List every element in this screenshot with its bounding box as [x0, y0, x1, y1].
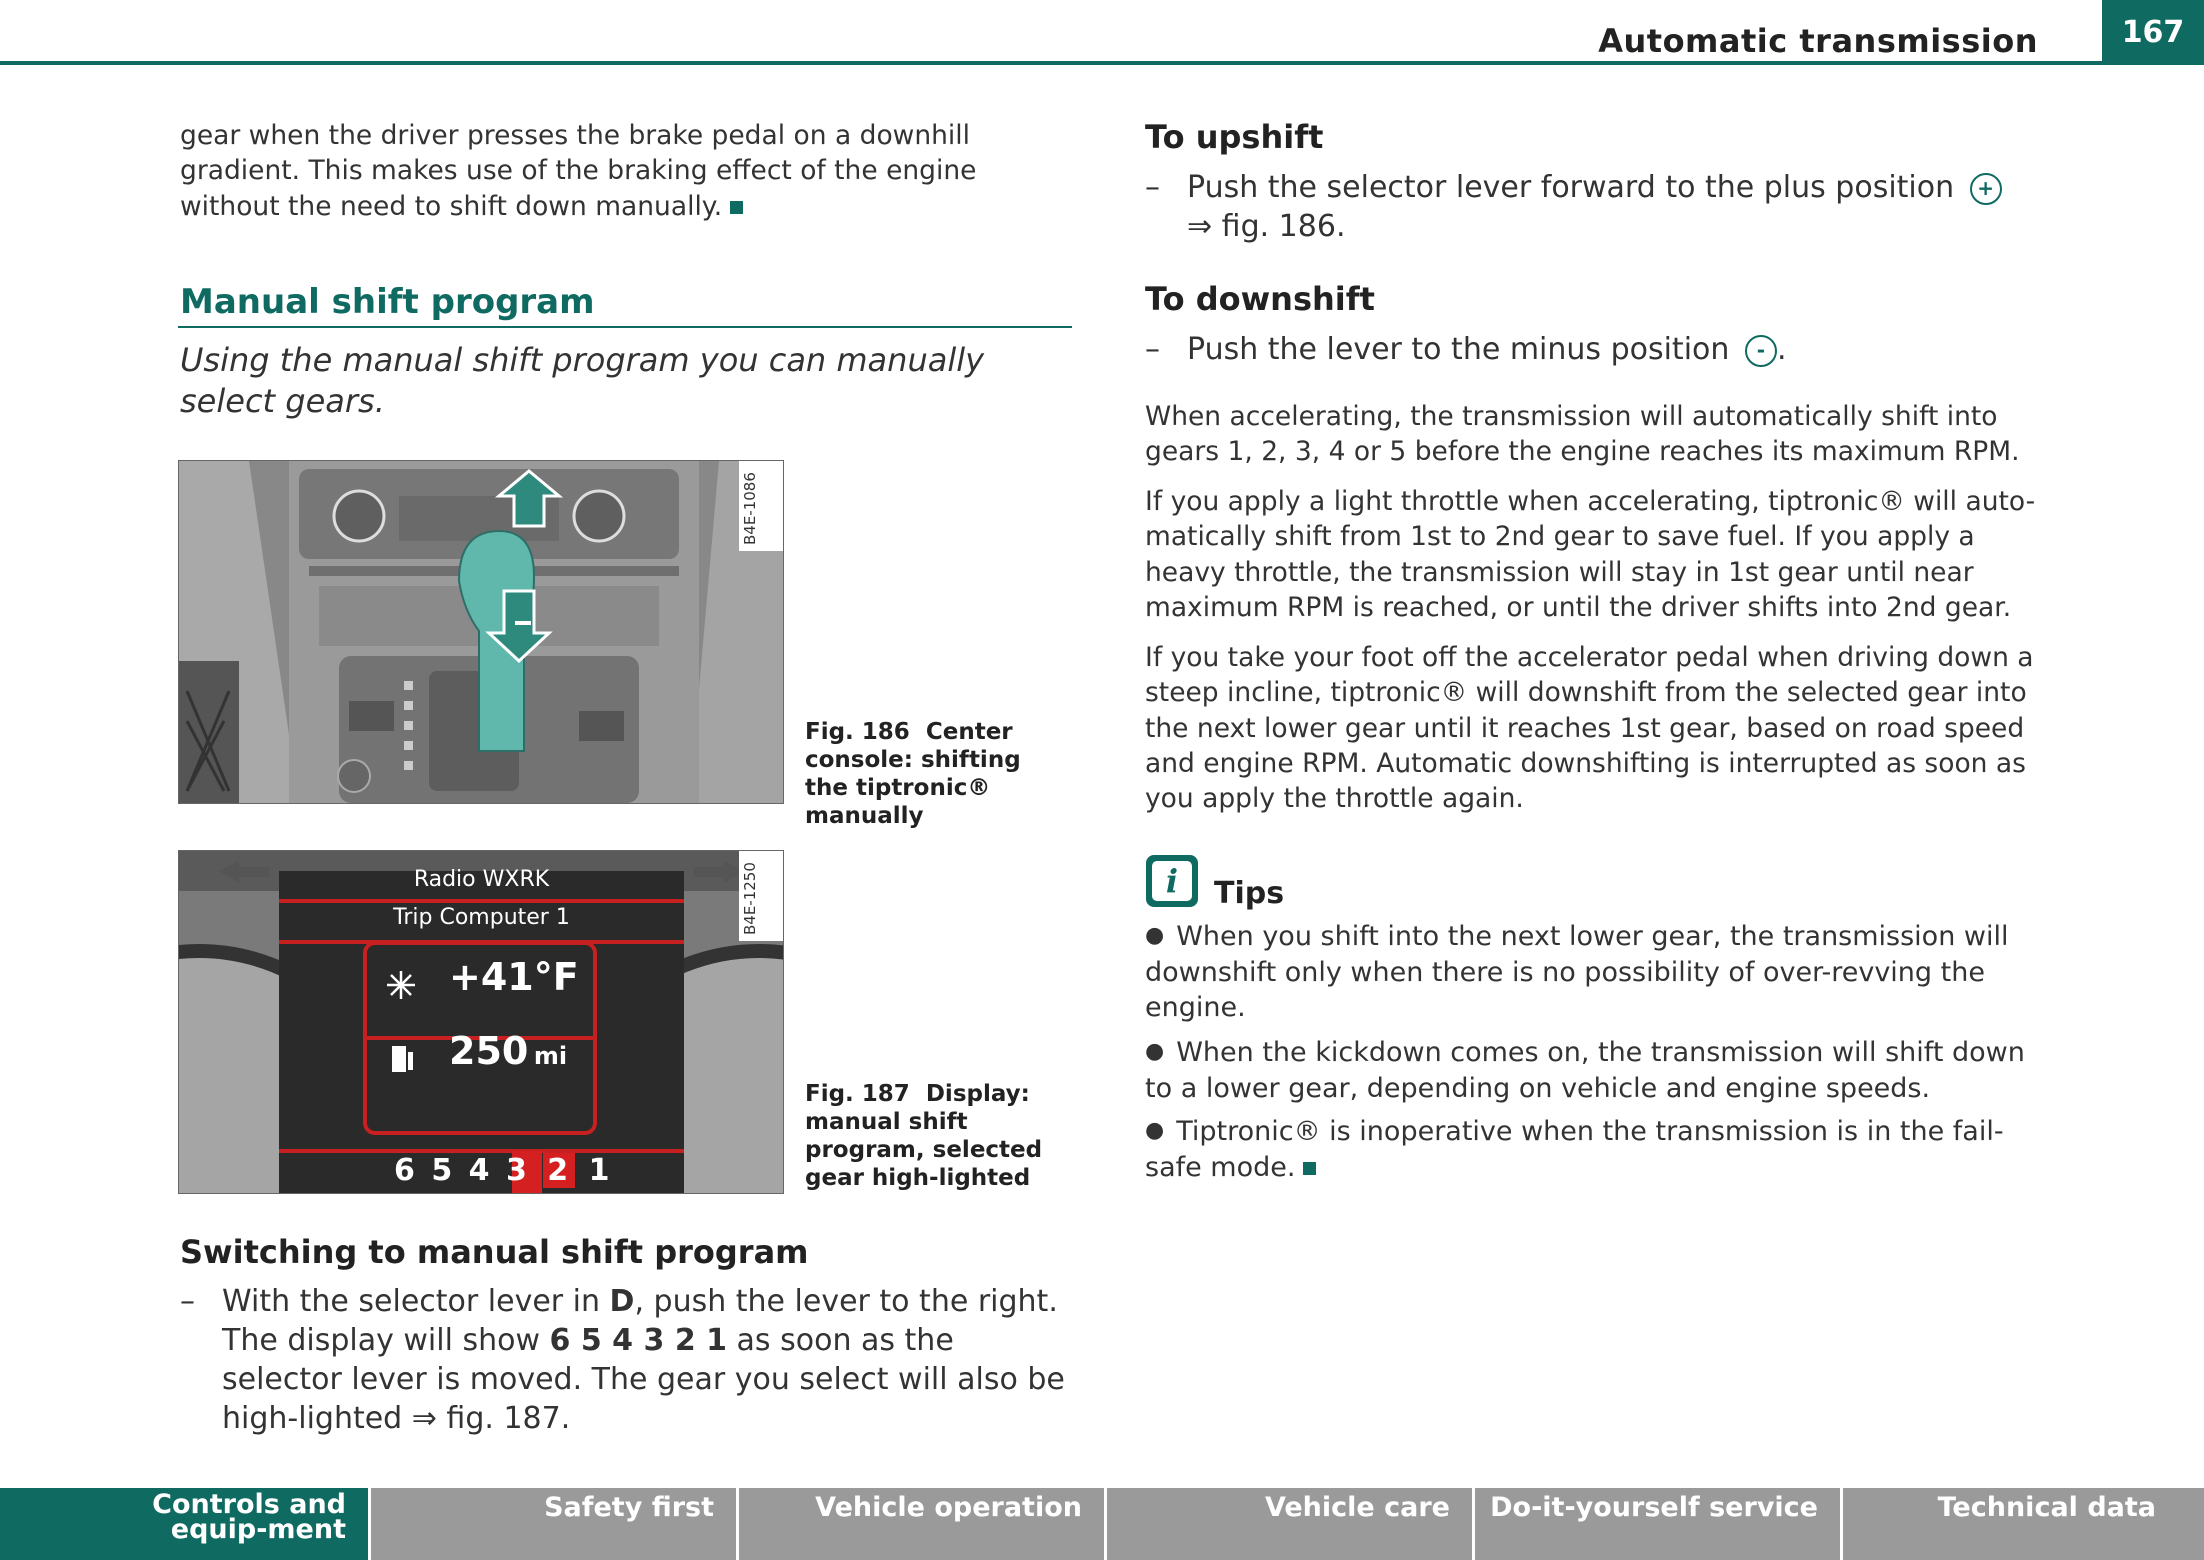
step-bold-1: D [609, 1284, 635, 1319]
upshift-title: To upshift [1145, 118, 1324, 156]
paragraph-accelerating: When accelerating, the transmission will automatically shift into gears 1, 2, 3, 4 or 5 before the engine reaches its maximum RPM. [1145, 401, 2020, 468]
intro-paragraph [180, 118, 1080, 224]
minus-symbol-icon: - [1745, 335, 1777, 367]
tip-item: ● Tiptronic® is inoperative when the transmission is in the fail-safe mode. [1145, 1116, 2004, 1183]
figure-187-caption-text: Display: manual shift program, selected gear high-lighted [805, 1081, 1043, 1191]
switching-step [180, 1282, 1082, 1438]
gear-selected: 2 [543, 1153, 575, 1188]
tip-item: ● When the kickdown comes on, the transmission will shift down to a lower gear, depending on vehicle and engine speeds. [1145, 1037, 2025, 1104]
footer-tab-safety[interactable]: Safety first [371, 1488, 736, 1560]
downshift-title: To downshift [1145, 280, 1375, 318]
display-range [449, 1029, 567, 1073]
figure-186-caption-text: Center console: shifting the tiptronic® manually [805, 719, 1021, 829]
section-rule [178, 326, 1072, 328]
footer-tab-vehicle-operation[interactable]: Vehicle operation [739, 1488, 1104, 1560]
page-number: 167 [2102, 0, 2204, 65]
figure-186-caption-number: Fig. 186 [805, 719, 910, 745]
upshift-text: Push the selector lever forward to the plus position [1187, 170, 1955, 205]
figure-186-code: B4E-1086 [741, 472, 759, 546]
tip-text: Tiptronic® is inoperative when the transmission is in the fail-safe mode. [1145, 1116, 2004, 1183]
figure-187 [178, 850, 784, 1194]
gear-numbers: 6 5 4 3 [394, 1153, 530, 1188]
downshift-text: Push the lever to the minus position [1187, 332, 1730, 367]
figure-187-caption [805, 1080, 1075, 1192]
tip-text: When the kickdown comes on, the transmission will shift down to a lower gear, depending on vehicle and engine speeds. [1145, 1037, 2025, 1104]
display-radio-label: Radio WXRK [413, 867, 550, 892]
plus-symbol-icon: + [1970, 173, 2002, 205]
end-marker [730, 201, 743, 214]
tip-text: When you shift into the next lower gear, the transmission will downshift only when there is no possibility of over-revving the engine. [1145, 921, 2009, 1023]
section-title: Manual shift program [180, 282, 595, 322]
footer-tab-technical-data[interactable]: Technical data [1843, 1488, 2204, 1560]
switching-title: Switching to manual shift program [180, 1233, 809, 1271]
downshift-step: – Push the lever to the minus position - . [1145, 332, 1787, 367]
instrument-cluster-illustration [179, 851, 783, 1193]
center-console-illustration [179, 461, 783, 803]
step-bold-2: 6 5 4 3 2 1 [549, 1323, 728, 1358]
upshift-step: – Push the selector lever forward to the plus position + ⇒ fig. 186. [1187, 168, 2067, 246]
paragraph-light-throttle: If you apply a light throttle when accelerating, tiptronic® will auto-matically shift from 1st to 2nd gear to save fuel. If you apply a heavy throttle, the transmission will stay in 1st gear until near maximum RPM is reached, or until the driver shifts into 2nd gear. [1145, 486, 2036, 623]
footer-navigation [0, 1488, 2204, 1560]
figure-186-caption [805, 718, 1065, 830]
section-lead: Using the manual shift program you can manually select gears. [180, 341, 985, 420]
upshift-reference: ⇒ fig. 186. [1187, 209, 1346, 244]
figure-186 [178, 460, 784, 804]
step-text-3: as soon as the selector lever is moved. The gear you select will also be high-lighted ⇒ fig. 187. [222, 1323, 1065, 1436]
display-temperature: +41°F [449, 955, 579, 999]
footer-tab-controls[interactable]: Controls and equip-ment [0, 1488, 368, 1560]
display-gear-row [394, 1153, 613, 1188]
footer-tab-diy-service[interactable]: Do-it-yourself service [1475, 1488, 1840, 1560]
header-rule [0, 61, 2204, 65]
page-header-title: Automatic transmission [1598, 22, 2038, 60]
end-marker [1303, 1162, 1316, 1175]
footer-tab-vehicle-care[interactable]: Vehicle care [1107, 1488, 1472, 1560]
figure-187-code: B4E-1250 [741, 862, 759, 936]
step-text-2: , push the lever to the right. The display will show [222, 1284, 1058, 1358]
display-range-unit: mi [533, 1042, 568, 1070]
tip-item: ● When you shift into the next lower gear, the transmission will downshift only when there is no possibility of over-revving the engine. [1145, 921, 2009, 1023]
paragraph-incline: If you take your foot off the accelerator pedal when driving down a steep incline, tiptronic® will downshift from the selected gear into the next lower gear until it reaches 1st gear, based on road speed and engine RPM. Automatic downshifting is interrupted as soon as you apply the throttle again. [1145, 642, 2034, 815]
step-text-1: With the selector lever in [222, 1284, 610, 1319]
info-icon: i [1146, 855, 1198, 907]
display-trip-label: Trip Computer 1 [393, 905, 570, 930]
gear-last: 1 [588, 1153, 613, 1188]
display-range-value: 250 [449, 1029, 529, 1073]
tips-title: Tips [1214, 876, 1285, 911]
intro-text: gear when the driver presses the brake pedal on a downhill gradient. This makes use of the braking effect of the engine without the need to shift down manually. [180, 120, 977, 222]
step-dash: – [180, 1284, 195, 1319]
figure-187-caption-number: Fig. 187 [805, 1081, 910, 1107]
